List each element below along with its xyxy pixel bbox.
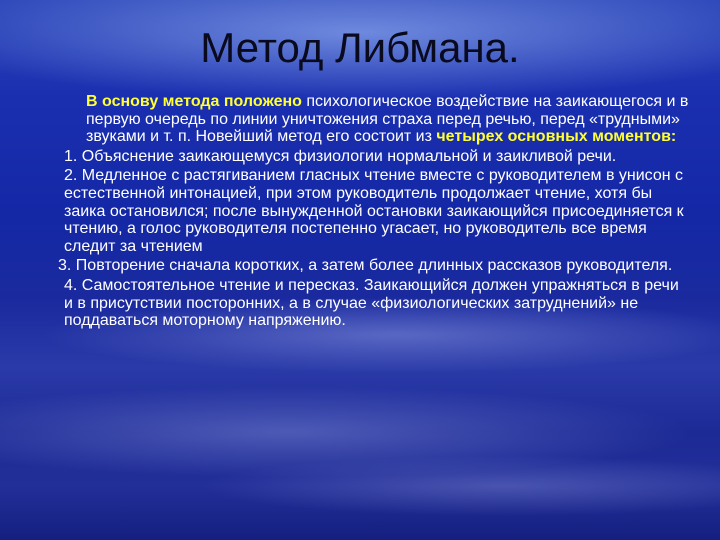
intro-text: психологическое воздействие на заикающегося и в первую очередь по линии уничтожения страха перед речью, перед «трудными» звуками и т. п. Новейший метод его состоит из: [86, 93, 689, 146]
point-2: 2. Медленное с растягиванием гласных чтение вместе с руководителем в унисон с естественной интонацией, при этом руководитель продолжает чтение, хотя бы заика остановился; после вынужденной остановки заикающийся присоединяется к чтению, а голос руководителя постепенно угасает, но руководитель все время следит за чтением: [64, 167, 684, 255]
slide-title: Метод Либмана.: [200, 24, 520, 71]
intro-highlight-1: В основу метода положено: [86, 93, 302, 110]
intro-highlight-2: четырех основных моментов:: [436, 128, 677, 146]
point-1: 1. Объяснение заикающемуся физиологии нормальной и заикливой речи.: [64, 147, 617, 165]
point-3: 3. Повторение сначала коротких, а затем более длинных рассказов руководителя.: [58, 257, 673, 275]
slide-content: [58, 93, 690, 332]
intro-paragraph: [58, 93, 690, 146]
point-4: 4. Самостоятельное чтение и пересказ. Заикающийся должен упражняться в речи и в присутствии посторонних, а в случае «физиологических затруднений» не поддаваться моторному напряжению.: [64, 276, 679, 330]
